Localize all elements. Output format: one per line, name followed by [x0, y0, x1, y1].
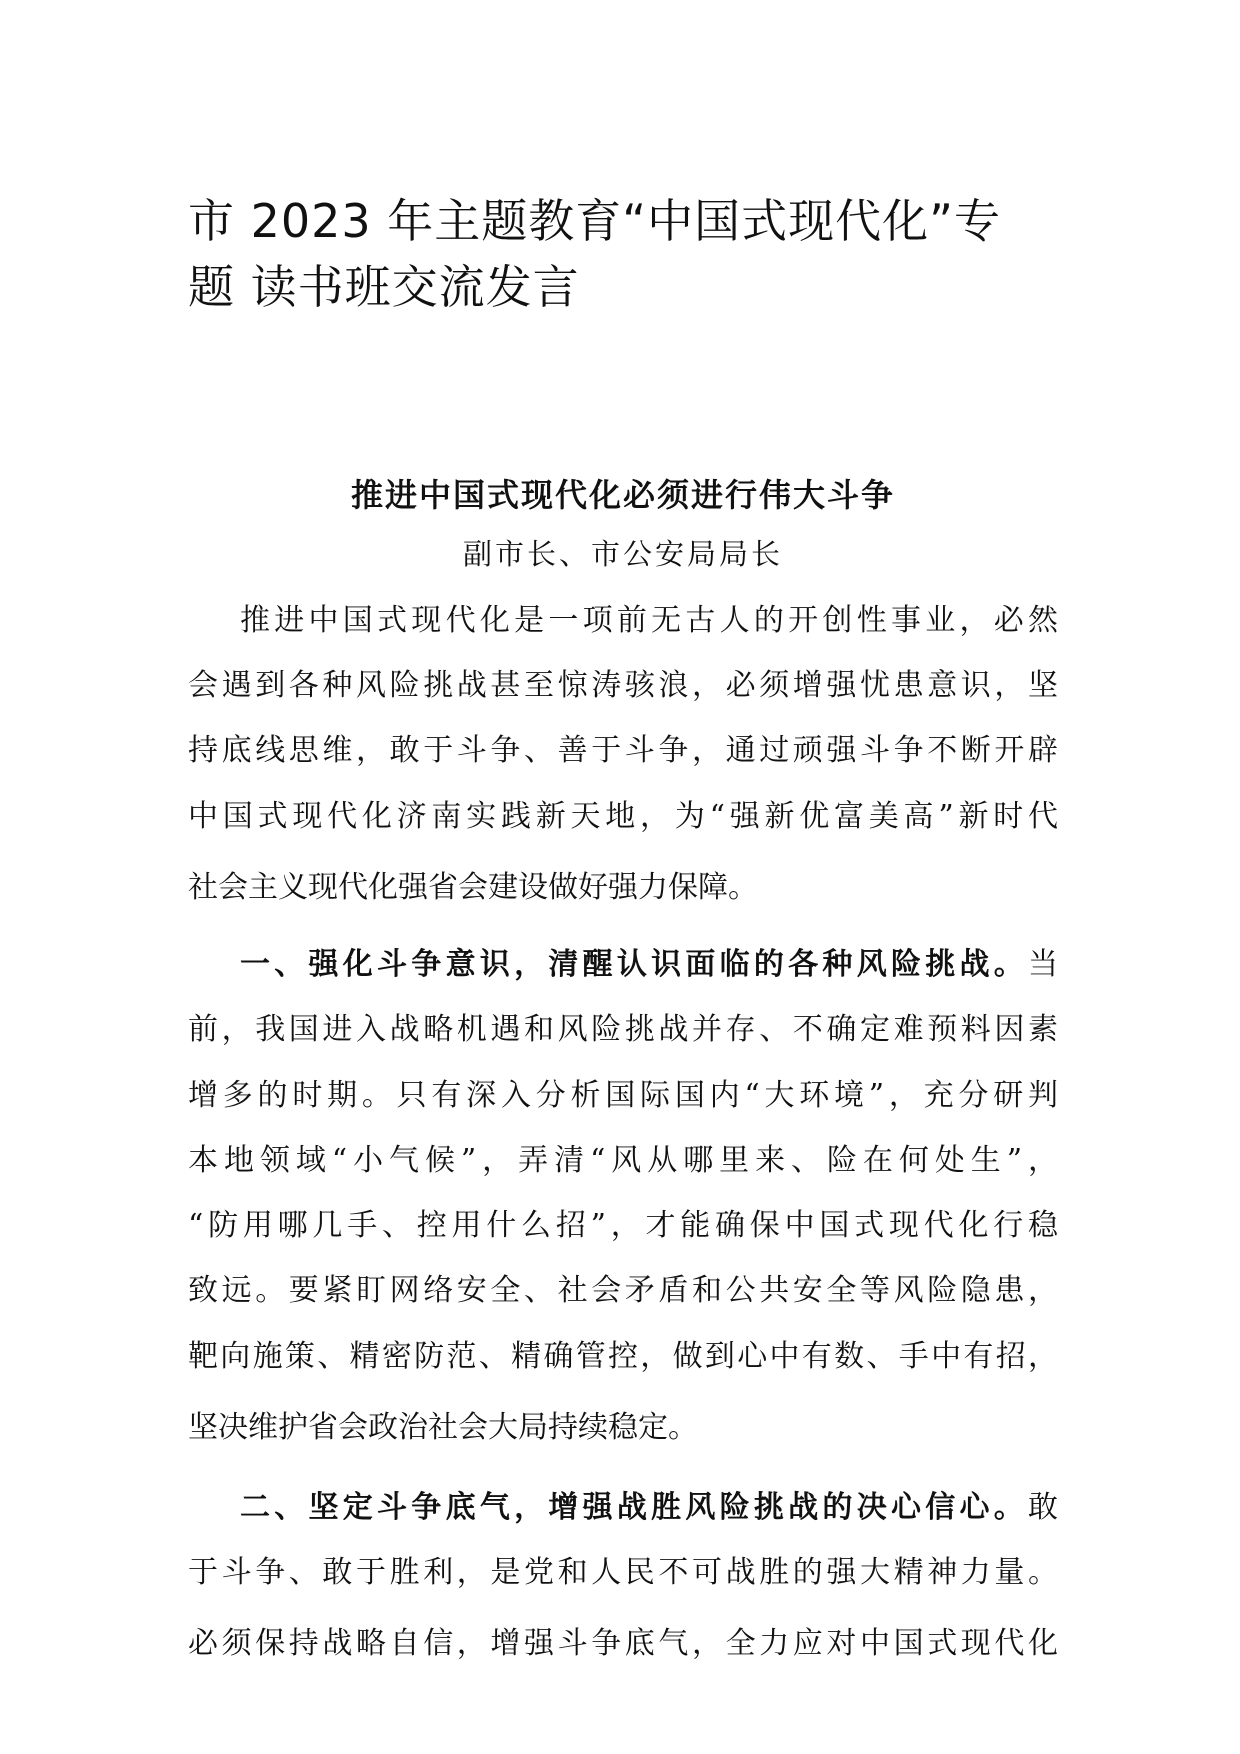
paragraph-line: 本地领域“小气候”，弄清“风从哪里来、险在何处生”， — [188, 1143, 1058, 1178]
lead-tail: 当 — [1028, 947, 1058, 982]
paragraph-line: 致远。要紧盯网络安全、社会矛盾和公共安全等风险隐患， — [188, 1273, 1058, 1308]
paragraph-line: 靶向施策、精密防范、精确管控，做到心中有数、手中有招， — [188, 1339, 1058, 1374]
lead-tail: 敢 — [1028, 1490, 1058, 1525]
document-title — [188, 188, 1068, 320]
paragraph-line: “防用哪几手、控用什么招”，才能确保中国式现代化行稳 — [188, 1208, 1058, 1243]
paragraph-line: 推进中国式现代化是一项前无古人的开创性事业，必然 — [240, 603, 1058, 638]
author-line: 副市长、市公安局局长 — [462, 537, 783, 571]
paragraph-line: 坚决维护省会政治社会大局持续稳定。 — [188, 1410, 698, 1445]
paragraph-line: 中国式现代化济南实践新天地，为“强新优富美高”新时代 — [188, 799, 1058, 834]
paragraph-line: 会遇到各种风险挑战甚至惊涛骇浪，必须增强忧患意识，坚 — [188, 668, 1058, 703]
section-lead-line — [240, 1488, 1058, 1528]
paragraph-line: 增多的时期。只有深入分析国际国内“大环境”，充分研判 — [188, 1078, 1058, 1113]
section-lead: 二、坚定斗争底气，增强战胜风险挑战的决心信心。 — [240, 1490, 1028, 1525]
article-heading: 推进中国式现代化必须进行伟大斗争 — [350, 476, 895, 514]
section-lead: 一、强化斗争意识，清醒认识面临的各种风险挑战。 — [240, 947, 1028, 982]
paragraph-line: 前，我国进入战略机遇和风险挑战并存、不确定难预料因素 — [188, 1012, 1058, 1047]
paragraph-line: 社会主义现代化强省会建设做好强力保障。 — [188, 870, 758, 905]
title-line: 市 2023 年主题教育“中国式现代化”专 — [188, 194, 1001, 248]
paragraph-line: 必须保持战略自信，增强斗争底气，全力应对中国式现代化 — [188, 1626, 1058, 1661]
section-lead-line — [240, 945, 1058, 985]
paragraph-line: 持底线思维，敢于斗争、善于斗争，通过顽强斗争不断开辟 — [188, 733, 1058, 768]
paragraph-line: 于斗争、敢于胜利，是党和人民不可战胜的强大精神力量。 — [188, 1555, 1058, 1590]
title-line: 题 读书班交流发言 — [188, 260, 580, 314]
